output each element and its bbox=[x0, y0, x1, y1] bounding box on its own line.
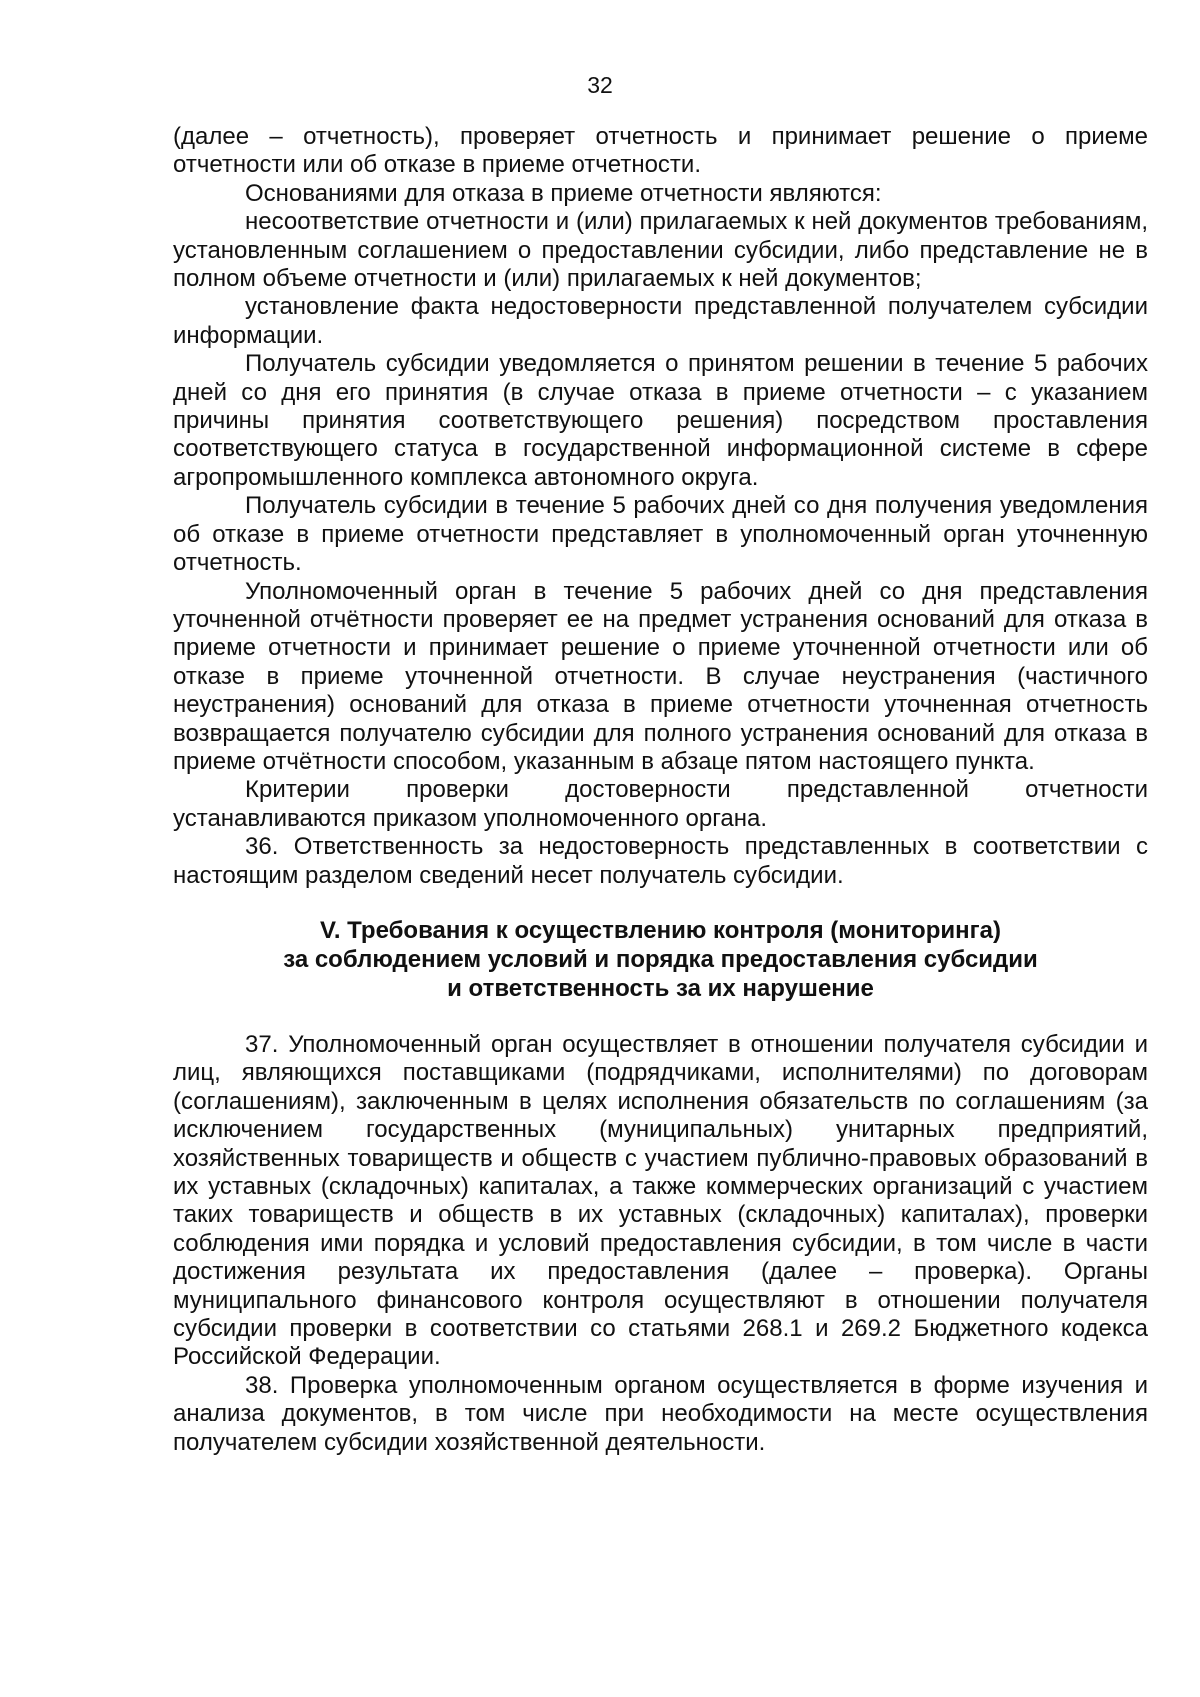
paragraph: 38. Проверка уполномоченным органом осуществляется в форме изучения и анализа документов, в том числе при необходимости на месте осуществления получателем субсидии хозяйственной деятельности. bbox=[173, 1371, 1148, 1456]
paragraph: Основаниями для отказа в приеме отчетности являются: bbox=[245, 179, 882, 207]
paragraph: 36. Ответственность за недостоверность представленных в соответствии с настоящим разделом сведений несет получатель субсидии. bbox=[173, 833, 1148, 889]
paragraph: установление факта недостоверности представленной получателем субсидии информации. bbox=[173, 293, 1148, 349]
section-heading bbox=[173, 916, 1148, 1003]
paragraph: Уполномоченный орган в течение 5 рабочих дней со дня представления уточненной отчётности проверяет ее на предмет устранения оснований для отказа в приеме отчетности и принимает решение о приеме уточненной отчетности или об отказе в приеме уточненной отчетности. В случае неустранения (частичного неустранения) оснований для отказа в приеме отчетности уточненная отчетность возвращается получателю субсидии для полного устранения оснований для отказа в приеме отчётности способом, указанным в абзаце пятом настоящего пункта. bbox=[173, 577, 1148, 775]
section-heading-line: и ответственность за их нарушение bbox=[447, 974, 874, 1002]
paragraph: Критерии проверки достоверности представленной отчетности устанавливаются приказом уполномоченного органа. bbox=[173, 776, 1148, 832]
paragraph: Получатель субсидии уведомляется о принятом решении в течение 5 рабочих дней со дня его принятия (в случае отказа в приеме отчетности – с указанием причины принятия соответствующего решения) посредством проставления соответствующего статуса в государственной информационной системе в сфере агропромышленного комплекса автономного округа. bbox=[173, 350, 1148, 491]
section-heading-line: V. Требования к осуществлению контроля (мониторинга) bbox=[320, 916, 1001, 944]
paragraph: 37. Уполномоченный орган осуществляет в отношении получателя субсидии и лиц, являющихся поставщиками (подрядчиками, исполнителями) по договорам (соглашениям), заключенным в целях исполнения обязательств по соглашениям (за исключением государственных (муниципальных) унитарных предприятий, хозяйственных товариществ и обществ с участием публично-правовых образований в их уставных (складочных) капиталах, а также коммерческих организаций с участием таких товариществ и обществ в их уставных (складочных) капиталах), проверки соблюдения ими порядка и условий предоставления субсидии, в том числе в части достижения результата их предоставления (далее – проверка). Органы муниципального финансового контроля осуществляют в отношении получателя субсидии проверки в соответствии со статьями 268.1 и 269.2 Бюджетного кодекса Российской Федерации. bbox=[173, 1030, 1148, 1371]
paragraph: несоответствие отчетности и (или) прилагаемых к ней документов требованиям, установленным соглашением о предоставлении субсидии, либо представление не в полном объеме отчетности и (или) прилагаемых к ней документов; bbox=[173, 208, 1148, 293]
paragraph: (далее – отчетность), проверяет отчетность и принимает решение о приеме отчетности или об отказе в приеме отчетности. bbox=[173, 123, 1148, 179]
document-body bbox=[173, 123, 1148, 1457]
paragraph: Получатель субсидии в течение 5 рабочих дней со дня получения уведомления об отказе в приеме отчетности представляет в уполномоченный орган уточненную отчетность. bbox=[173, 492, 1148, 577]
section-heading-line: за соблюдением условий и порядка предоставления субсидии bbox=[283, 945, 1038, 973]
page-number: 32 bbox=[587, 72, 613, 98]
